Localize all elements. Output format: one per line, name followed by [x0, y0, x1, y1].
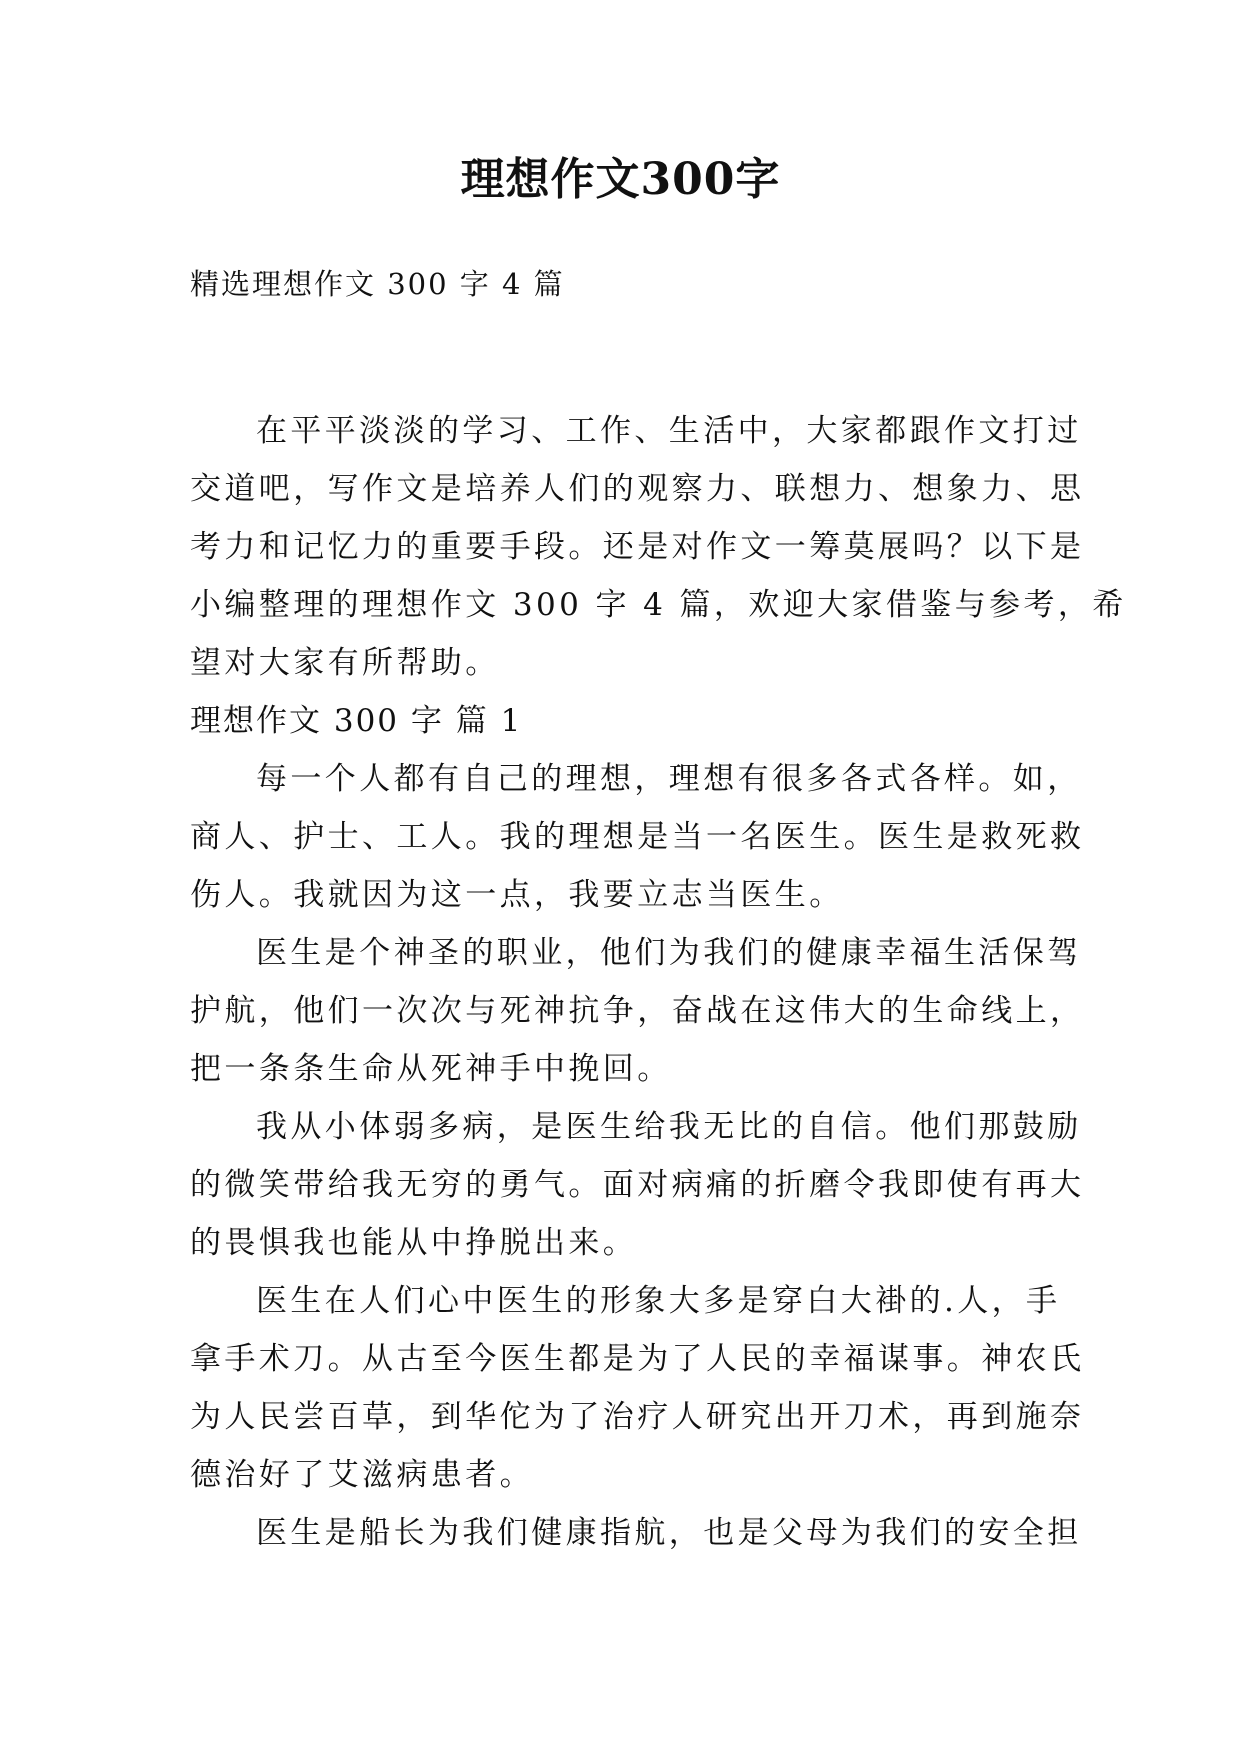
text-line: 在平平淡淡的学习、工作、生活中，大家都跟作文打过: [256, 413, 1082, 449]
document-subtitle: 精选理想作文 300 字 4 篇: [190, 267, 565, 301]
text-line: 每一个人都有自己的理想，理想有很多各式各样。如，: [256, 761, 1082, 797]
text-line: 医生是船长为我们健康指航，也是父母为我们的安全担: [256, 1515, 1082, 1551]
document-title: 理想作文300字: [460, 154, 781, 205]
text-line: 把一条条生命从死神手中挽回。: [190, 1051, 672, 1087]
text-line: 伤人。我就因为这一点，我要立志当医生。: [190, 877, 844, 913]
text-line: 的微笑带给我无穷的勇气。面对病痛的折磨令我即使有再大: [190, 1167, 1085, 1203]
text-line: 小编整理的理想作文 300 字 4 篇，欢迎大家借鉴与参考，希: [190, 587, 1127, 623]
text-line: 的畏惧我也能从中挣脱出来。: [190, 1225, 638, 1261]
text-line: 为人民尝百草，到华佗为了治疗人研究出开刀术，再到施奈: [190, 1399, 1085, 1435]
text-line: 我从小体弱多病，是医生给我无比的自信。他们那鼓励: [256, 1109, 1082, 1145]
text-line: 望对大家有所帮助。: [190, 645, 500, 681]
text-line: 考力和记忆力的重要手段。还是对作文一筹莫展吗？以下是: [190, 529, 1085, 565]
document-body: [190, 402, 1127, 1562]
text-line: 医生在人们心中医生的形象大多是穿白大褂的.人，手: [256, 1283, 1061, 1319]
section-heading: 理想作文 300 字 篇 1: [190, 703, 523, 739]
text-line: 德治好了艾滋病患者。: [190, 1457, 534, 1493]
text-line: 护航，他们一次次与死神抗争，奋战在这伟大的生命线上，: [190, 993, 1085, 1029]
text-line: 商人、护士、工人。我的理想是当一名医生。医生是救死救: [190, 819, 1085, 855]
text-line: 拿手术刀。从古至今医生都是为了人民的幸福谋事。神农氏: [190, 1341, 1085, 1377]
text-line: 交道吧，写作文是培养人们的观察力、联想力、想象力、思: [190, 471, 1085, 507]
text-line: 医生是个神圣的职业，他们为我们的健康幸福生活保驾: [256, 935, 1082, 971]
